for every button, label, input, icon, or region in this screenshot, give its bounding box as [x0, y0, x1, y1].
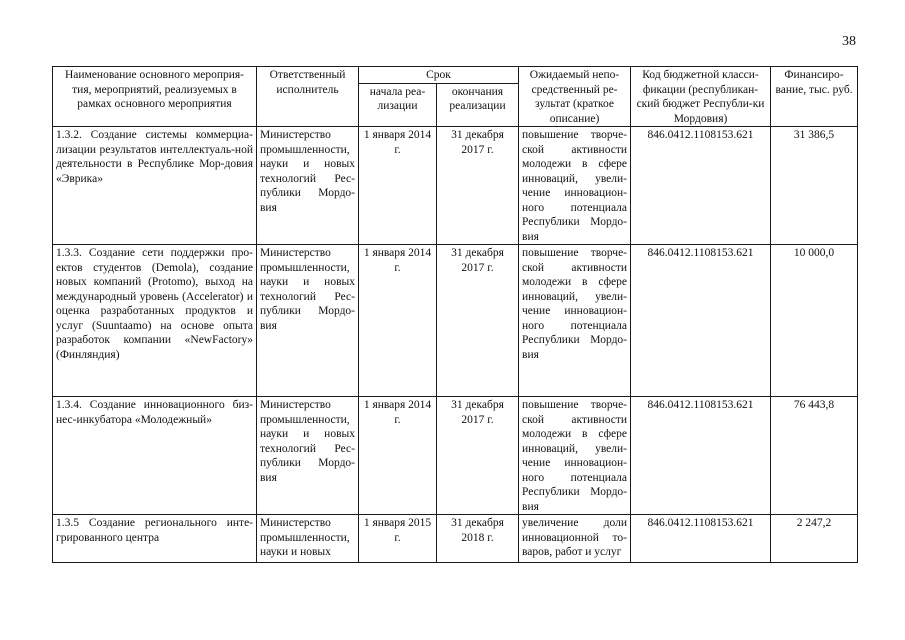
- header-code: Код бюджетной класси-фикации (республикан-ский бюджет Республи-ки Мордовия): [631, 67, 771, 127]
- page-number: 38: [842, 34, 856, 49]
- activity-name: 1.3.3. Создание сети поддержки про-ектов студентов (Demola), создание новых компаний (Protomo), выход на международный уровень (Accelerator) и оценка разработанных продуктов и услуг (Suuntaamo) на основе опыта разработок компании «NewFactory» (Финляндия): [53, 245, 257, 397]
- budget-code: 846.0412.1108153.621: [631, 245, 771, 397]
- responsible-executor: Министерство промышленности, науки и новых технологий Рес-публики Мордо-вия: [257, 127, 359, 245]
- expected-result: повышение творче-ской активности молодежи в сфере инноваций, увели-чение инновацион-ного потенциала Республики Мордо-вия: [519, 245, 631, 397]
- header-name: Наименование основного мероприя-тия, мероприятий, реализуемых в рамках основного мероприятия: [53, 67, 257, 127]
- responsible-executor: Министерство промышленности, науки и новых технологий Рес-публики Мордо-вия: [257, 245, 359, 397]
- expected-result: повышение творче-ской активности молодежи в сфере инноваций, увели-чение инновацион-ного потенциала Республики Мордо-вия: [519, 397, 631, 515]
- financing-amount: 31 386,5: [771, 127, 858, 245]
- table-row: [53, 515, 858, 563]
- responsible-executor: Министерство промышленности, науки и новых технологий Рес-публики Мордо-вия: [257, 397, 359, 515]
- header-end: окончания реализации: [437, 83, 519, 127]
- start-date: 1 января 2014 г.: [359, 245, 437, 397]
- header-result: Ожидаемый непо-средственный ре-зультат (краткое описание): [519, 67, 631, 127]
- activity-name: 1.3.2. Создание системы коммерциа-лизации результатов интеллектуаль-ной деятельности в Республике Мор-довия «Эврика»: [53, 127, 257, 245]
- table-row: [53, 397, 858, 515]
- table-row: [53, 127, 858, 245]
- start-date: 1 января 2015 г.: [359, 515, 437, 563]
- budget-code: 846.0412.1108153.621: [631, 397, 771, 515]
- expected-result: повышение творче-ской активности молодежи в сфере инноваций, увели-чение инновацион-ного потенциала Республики Мордо-вия: [519, 127, 631, 245]
- table-row: [53, 245, 858, 397]
- budget-code: 846.0412.1108153.621: [631, 127, 771, 245]
- start-date: 1 января 2014 г.: [359, 397, 437, 515]
- budget-code: 846.0412.1108153.621: [631, 515, 771, 563]
- activity-name: 1.3.5 Создание регионального инте-грированного центра: [53, 515, 257, 563]
- end-date: 31 декабря 2017 г.: [437, 397, 519, 515]
- expected-result: увеличение доли инновационной то-варов, работ и услуг: [519, 515, 631, 563]
- responsible-executor: Министерство промышленности, науки и новых: [257, 515, 359, 563]
- financing-amount: 76 443,8: [771, 397, 858, 515]
- end-date: 31 декабря 2018 г.: [437, 515, 519, 563]
- end-date: 31 декабря 2017 г.: [437, 245, 519, 397]
- header-start: начала реа-лизации: [359, 83, 437, 127]
- financing-amount: 10 000,0: [771, 245, 858, 397]
- header-responsible: Ответственный исполнитель: [257, 67, 359, 127]
- end-date: 31 декабря 2017 г.: [437, 127, 519, 245]
- financing-amount: 2 247,2: [771, 515, 858, 563]
- header-term: Срок: [359, 67, 519, 84]
- program-activities-table: [52, 66, 858, 563]
- header-finance: Финансиро-вание, тыс. руб.: [771, 67, 858, 127]
- header-row-1: [53, 67, 858, 84]
- activity-name: 1.3.4. Создание инновационного биз-нес-инкубатора «Молодежный»: [53, 397, 257, 515]
- start-date: 1 января 2014 г.: [359, 127, 437, 245]
